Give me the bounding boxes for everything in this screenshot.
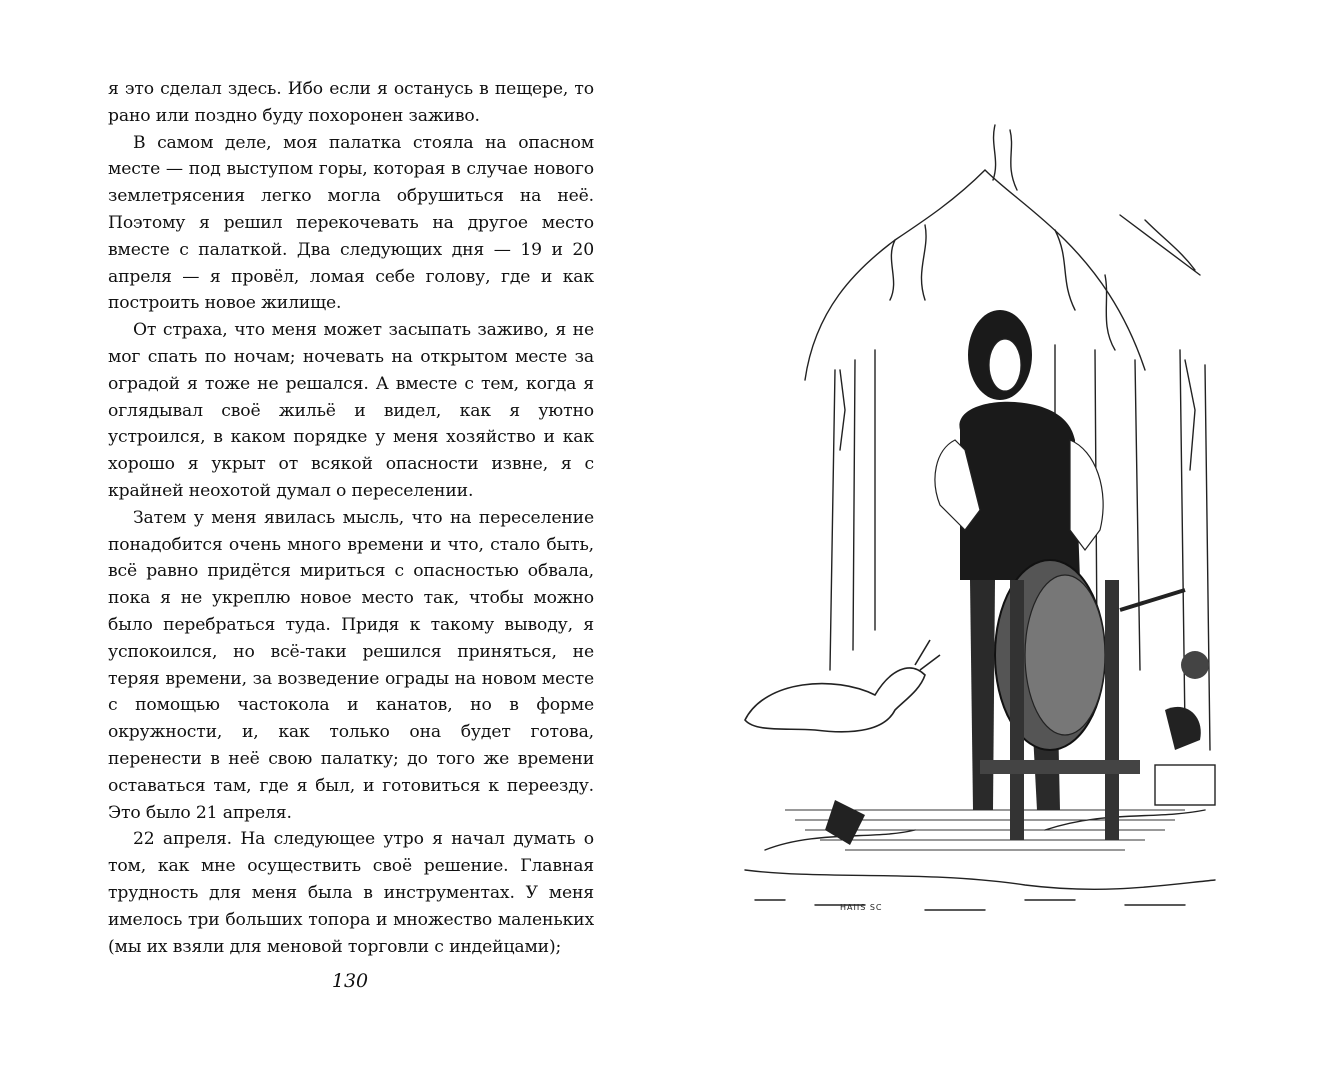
- engraver-signature: HAIIS SC: [840, 903, 883, 912]
- paragraph-4: Затем у меня явилась мысль, что на переселение понадобится очень много времени и что, стало быть, всё равно придётся мириться с опасностью обвала, пока я не укреплю новое место так, чтобы можно было перебраться туда. Придя к такому выводу, я успокоился, но всё-таки решился приняться, не теряя времени, за возведение ограды на новом месте с помощью частокола и канатов, но в форме окружности, и, как только она будет готова, перенести в неё свою палатку; до того же времени оставаться там, где я был, и готовиться к переезду. Это было 21 апреля.: [108, 507, 594, 823]
- engraving-illustration: [725, 110, 1225, 925]
- page-number: 130: [331, 970, 369, 992]
- man-sharpening-axe-icon: [725, 110, 1225, 925]
- paragraph-5: 22 апреля. На следующее утро я начал думать о том, как мне осуществить своё решение. Главная трудность для меня была в инструментах. У меня имелось три больших топора и множество маленьких (мы их взяли для меновой торговли с индейцами);: [108, 829, 594, 957]
- paragraph-3: От страха, что меня может засыпать заживо, я не мог спать по ночам; ночевать на открытом месте за оградой я тоже не решался. А вместе с тем, когда я оглядывал своё жильё и видел, как я уютно устроился, в каком порядке у меня хозяйство и как хорошо я укрыт от всякой опасности извне, я с крайней неохотой думал о переселении.: [108, 320, 594, 501]
- paragraph-2: В самом деле, моя палатка стояла на опасном месте — под выступом горы, которая в случае нового землетрясения легко могла обрушиться на неё. Поэтому я решил перекочевать на другое место вместе с палаткой. Два следующих дня — 19 и 20 апреля — я провёл, ломая себе голову, где и как построить новое жилище.: [108, 132, 594, 314]
- text-column: [108, 76, 594, 960]
- paragraph-1: я это сделал здесь. Ибо если я останусь в пещере, то рано или поздно буду похоронен заживо.: [108, 79, 594, 126]
